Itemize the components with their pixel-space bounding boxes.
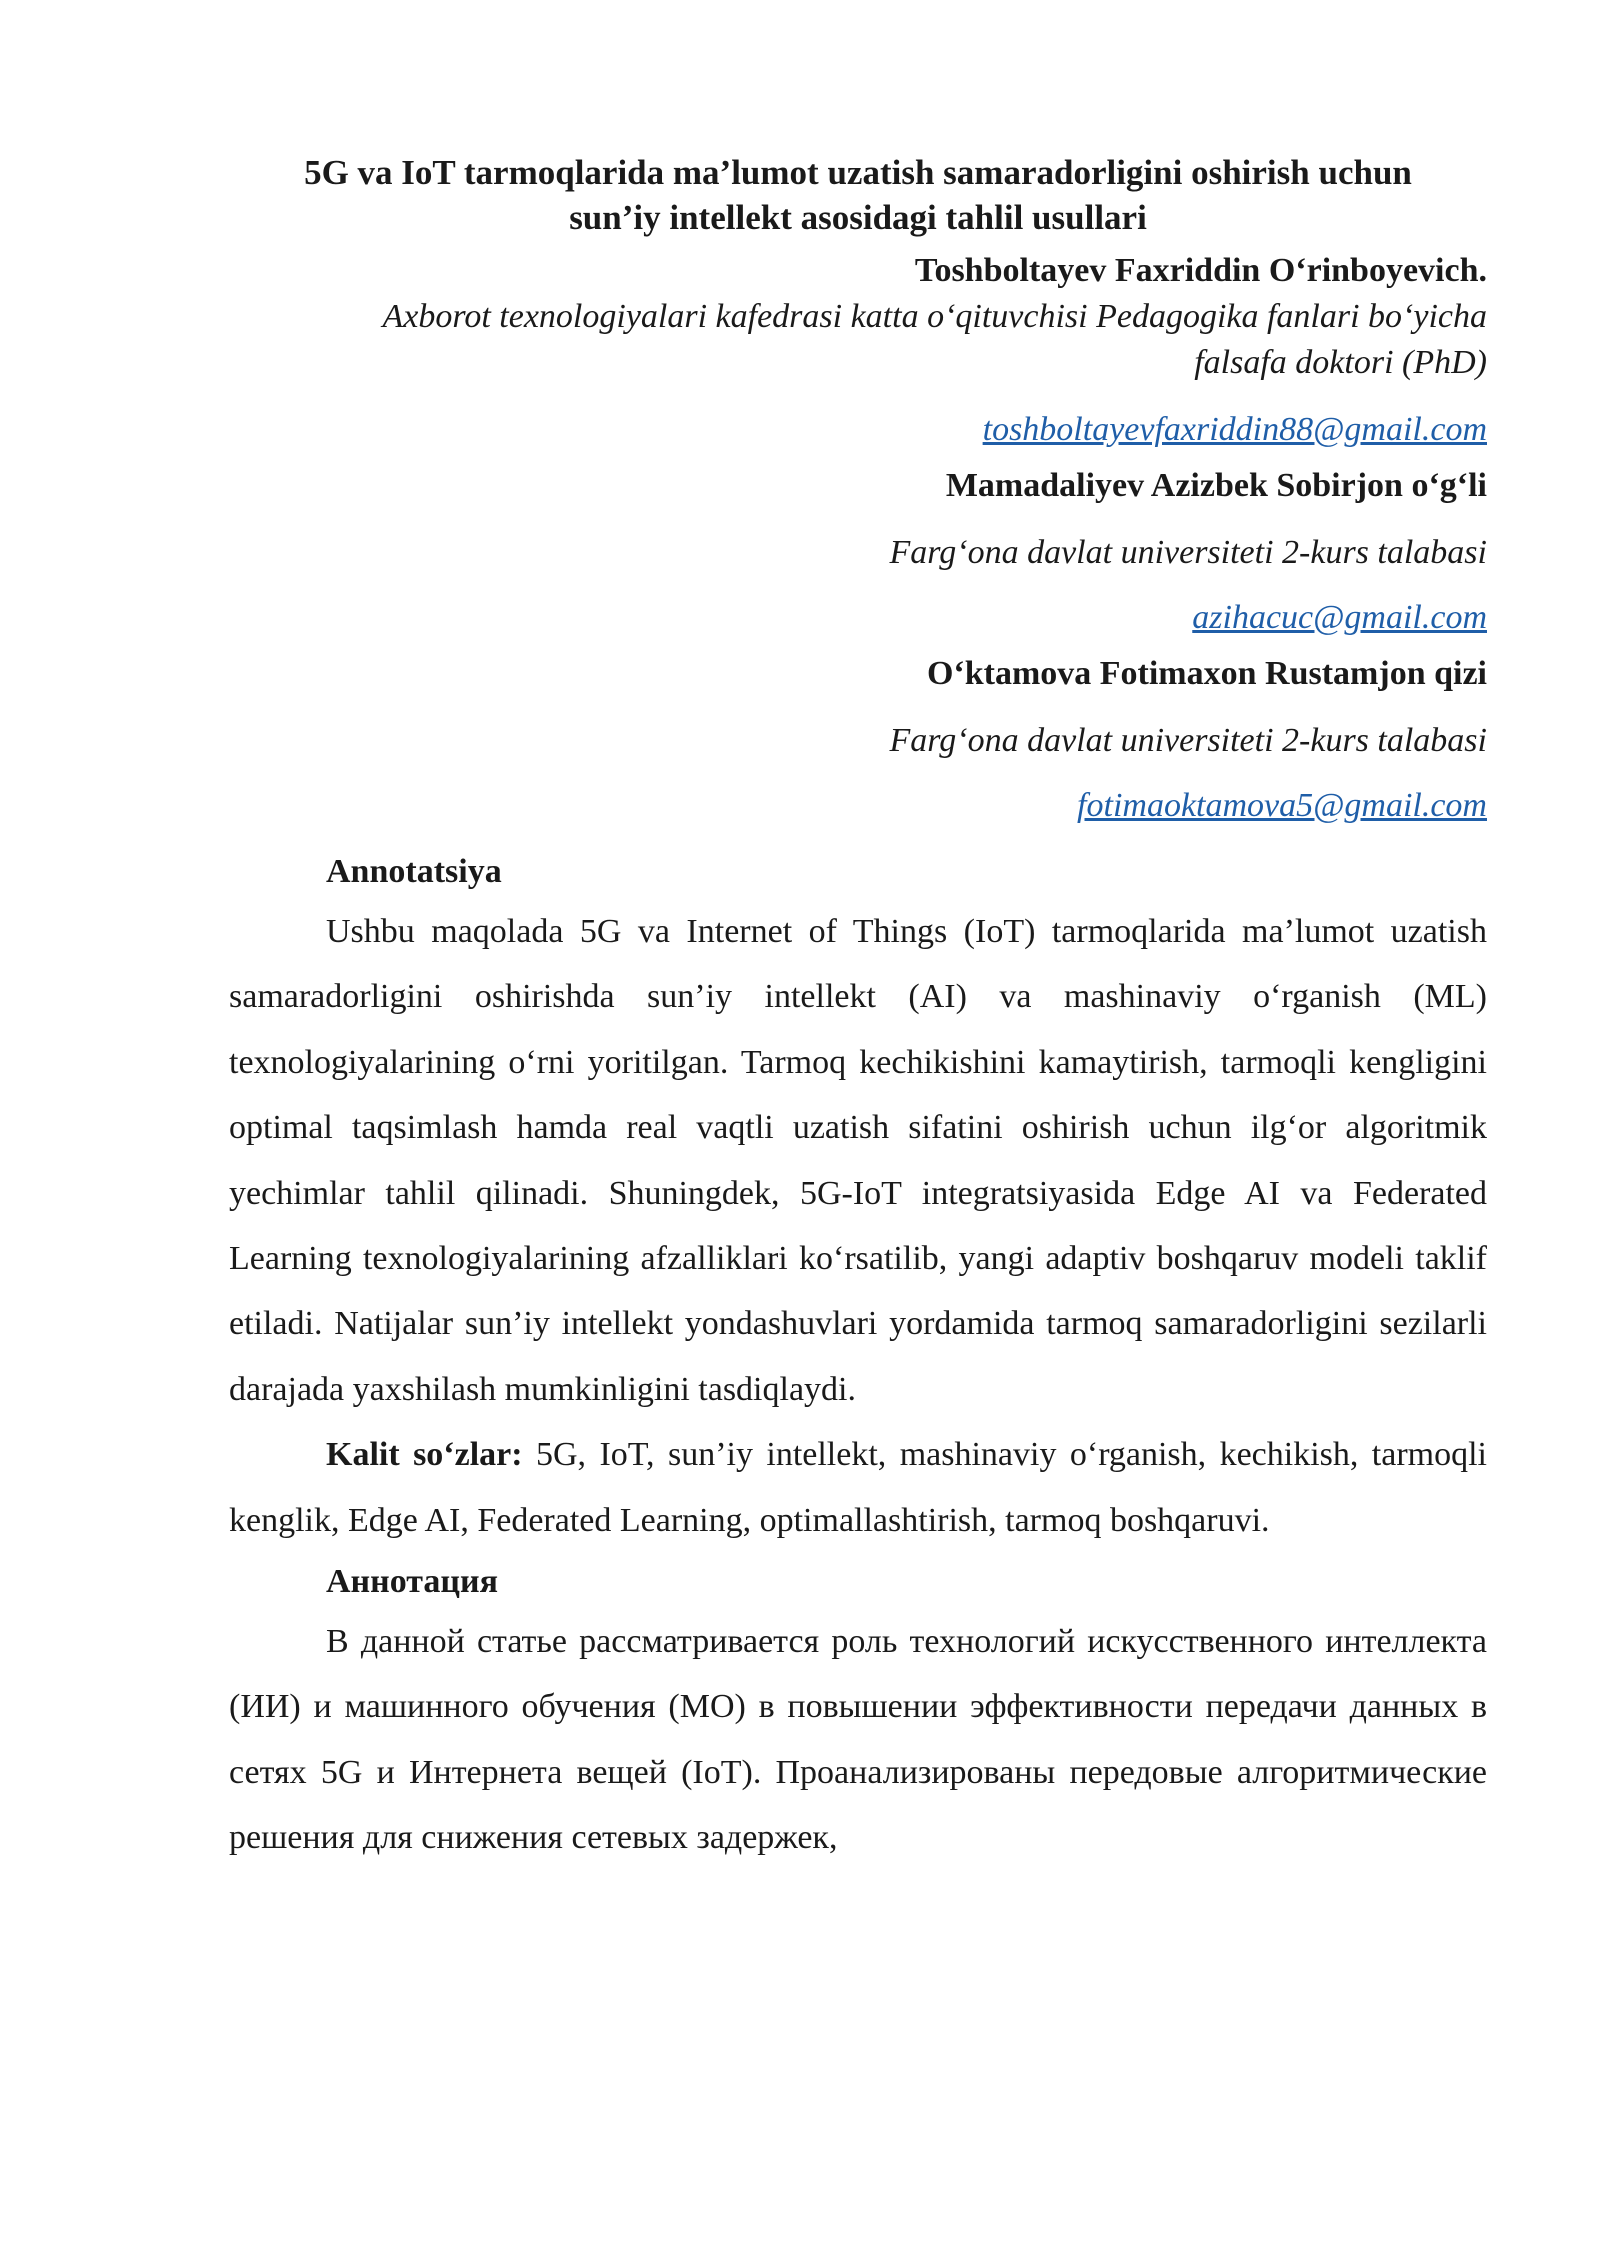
author-block-1: [229, 248, 1487, 453]
paper-page: [229, 150, 1487, 1871]
abstract-text-uz: Ushbu maqolada 5G va Internet of Things (IoT) tarmoqlarida ma’lumot uzatish samaradorligini oshirishda sun’iy intellekt (AI) va mashinaviy o‘rganish (ML) texnologiyalarining o‘rni yoritilgan. Tarmoq kechikishini kamaytirish, tarmoqli kengligini optimal taqsimlash hamda real vaqtli uzatish sifatini oshirish uchun ilg‘or algoritmik yechimlar tahlil qilinadi. Shuningdek, 5G-IoT integratsiyasida Edge AI va Federated Learning texnologiyalarining afzalliklari ko‘rsatilib, yangi adaptiv boshqaruv modeli taklif etiladi. Natijalar sun’iy intellekt yondashuvlari yordamida tarmoq samaradorligini sezilarli darajada yaxshilash mumkinligini tasdiqlaydi.: [229, 913, 1487, 1408]
author-email-link[interactable]: toshboltayevfaxriddin88@gmail.com: [982, 411, 1487, 448]
paper-title-line-2: sun’iy intellekt asosidagi tahlil usullari: [569, 198, 1147, 237]
paper-title-line-1: 5G va IoT tarmoqlarida ma’lumot uzatish samaradorligini oshirish uchun: [304, 153, 1412, 192]
abstract-heading-ru: Аннотация: [326, 1563, 498, 1601]
paper-title: [229, 150, 1487, 240]
author-email-link[interactable]: azihacuc@gmail.com: [1192, 599, 1487, 636]
author-name: Mamadaliyev Azizbek Sobirjon o‘g‘li: [945, 467, 1487, 504]
author-name: O‘ktamova Fotimaxon Rustamjon qizi: [926, 655, 1487, 692]
author-block-3: [229, 651, 1487, 829]
keywords-paragraph-uz: [229, 1422, 1487, 1553]
author-email-link[interactable]: fotimaoktamova5@gmail.com: [1077, 787, 1487, 824]
author-name: Toshboltayev Faxriddin O‘rinboyevich.: [914, 252, 1487, 289]
author-block-2: [229, 463, 1487, 641]
abstract-heading-uz: Annotatsiya: [326, 853, 502, 890]
keywords-text: 5G, IoT, sun’iy intellekt, mashinaviy o‘rganish, kechikish, tarmoqli kenglik, Edge AI, Federated Learning, optimallashtirish, tarmoq boshqaruvi.: [229, 1436, 1488, 1539]
abstract-text-ru: В данной статье рассматривается роль технологий искусственного интеллекта (ИИ) и машинного обучения (МО) в повышении эффективности передачи данных в сетях 5G и Интернета вещей (IoT). Проанализированы передовые алгоритмические решения для снижения сетевых задержек,: [229, 1623, 1487, 1857]
author-affiliation: Farg‘ona davlat universiteti 2-kurs talabasi: [889, 722, 1487, 759]
author-affiliation: Axborot texnologiyalari kafedrasi katta o‘qituvchisi Pedagogika fanlari bo‘yicha falsafa doktori (PhD): [382, 298, 1487, 381]
author-affiliation: Farg‘ona davlat universiteti 2-kurs talabasi: [889, 534, 1487, 571]
keywords-label: Kalit so‘zlar:: [326, 1436, 523, 1474]
